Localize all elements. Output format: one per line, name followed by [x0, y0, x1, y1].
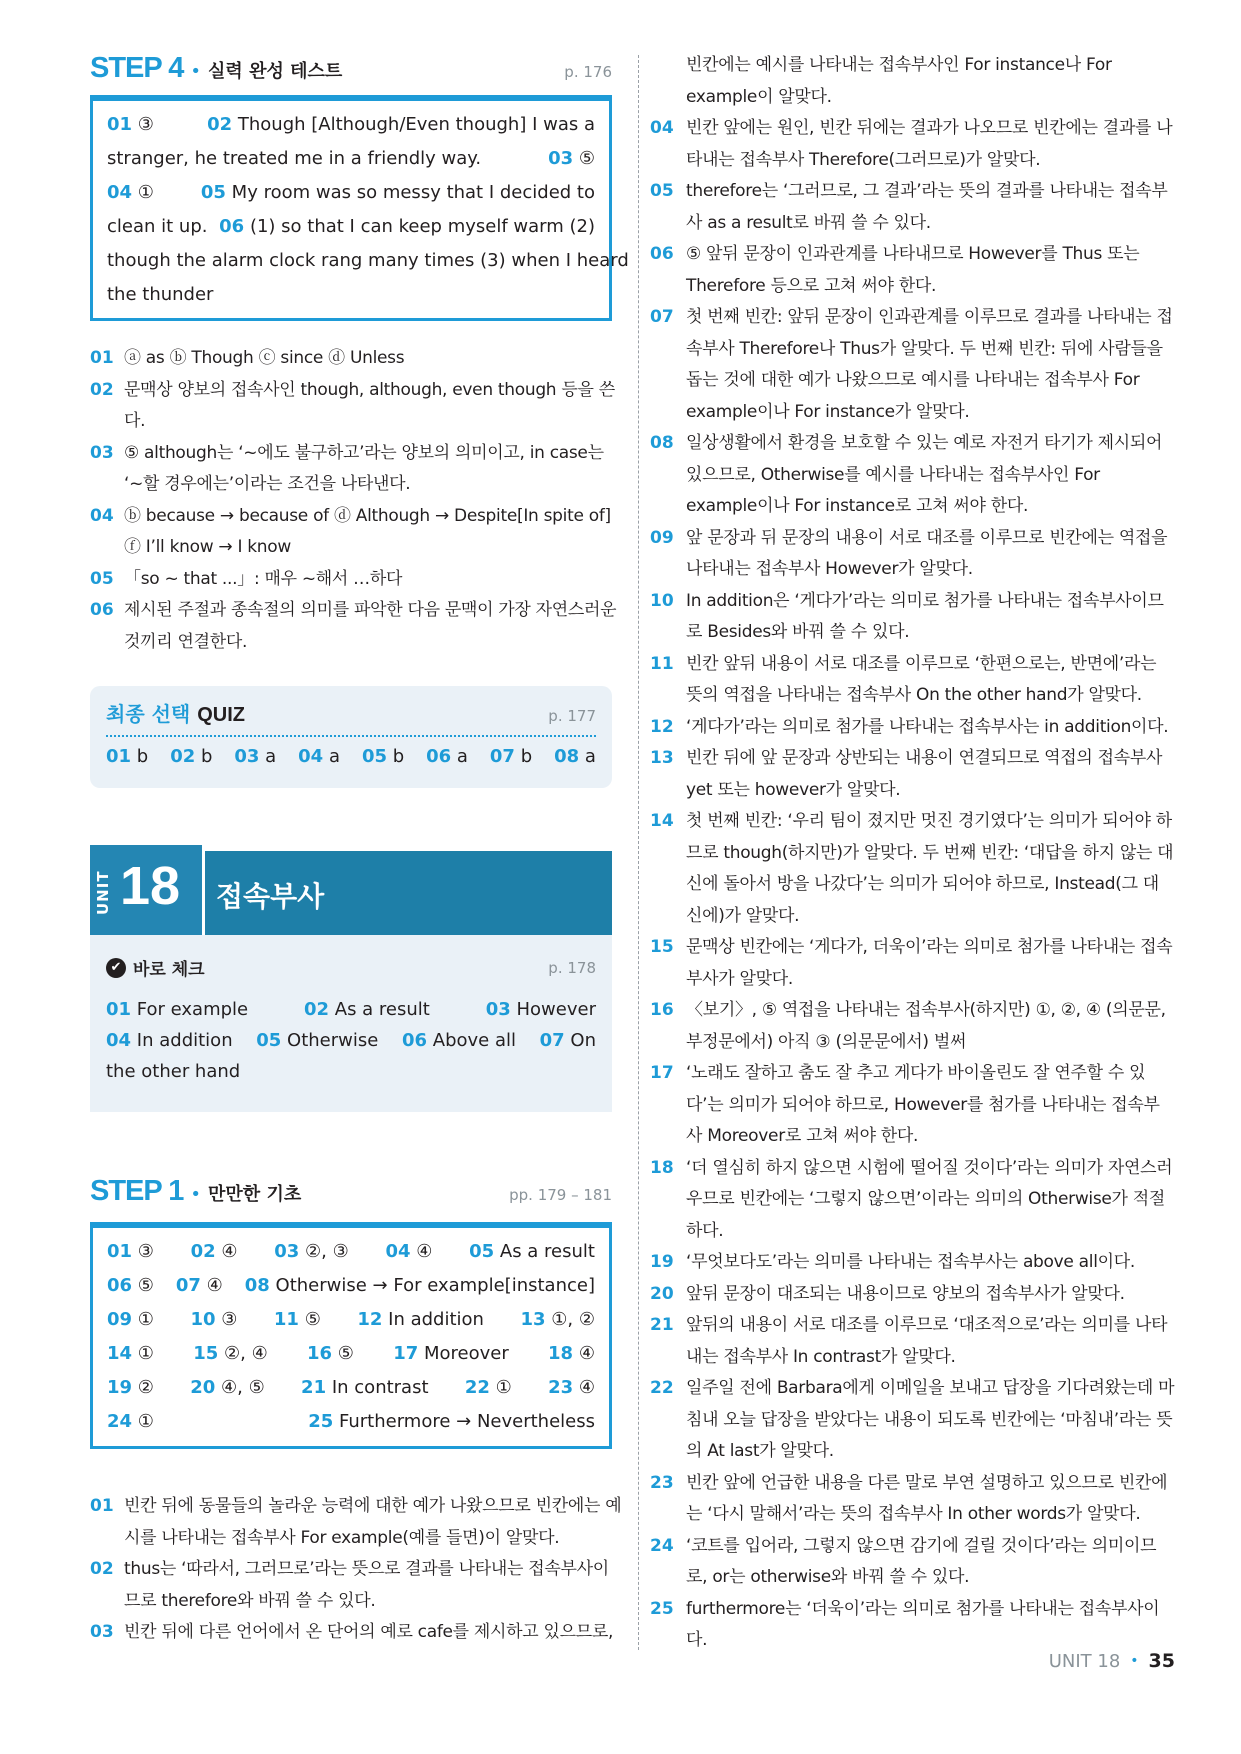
- explanation-text: ⑤ although는 ‘~에도 불구하고’라는 양보의 의미이고, in case는 ‘~할 경우에는’이라는 조건을 나타낸다.: [124, 442, 604, 494]
- quiz-answer-number: 06: [426, 746, 452, 767]
- answer-line: [107, 244, 629, 278]
- answer-item: [107, 142, 481, 176]
- answer-item: [274, 1235, 349, 1269]
- answer-text: clean it up.: [107, 216, 208, 237]
- answer-text: the thunder: [107, 284, 214, 305]
- explanation-text: 첫 번째 빈칸: 앞뒤 문장이 인과관계를 이루므로 결과를 나타내는 접속부사 Therefore나 Thus가 알맞다. 두 번째 빈칸: 뒤에 사람들을 돕는 것에 대한 예가 나왔으므로 예시를 나타내는 접속부사 For example이나 For instance가 알맞다.: [686, 307, 1173, 422]
- explanation-number: 25: [650, 1598, 674, 1619]
- quick-check-box: [90, 935, 612, 1112]
- answer-text: ④: [578, 1377, 595, 1398]
- answer-number: 15: [193, 1343, 219, 1364]
- explanation-text: 빈칸 뒤에 동물들의 놀라운 능력에 대한 예가 나왔으므로 빈칸에는 예시를 나타내는 접속부사 For example(예를 들면)이 알맞다.: [124, 1496, 622, 1548]
- answer-text: In contrast: [331, 1377, 429, 1398]
- quiz-answer-number: 08: [554, 746, 580, 767]
- explanation-number: 16: [650, 1000, 674, 1020]
- answer-text: My room was so messy that I decided to: [231, 182, 595, 203]
- quick-check-text: the other hand: [106, 1061, 241, 1082]
- explanation-number: 02: [90, 1559, 114, 1579]
- explanation-text: 앞뒤의 내용이 서로 대조를 이루므로 ‘대조적으로’라는 의미를 나타내는 접속부사 In contrast가 알맞다.: [686, 1315, 1168, 1367]
- answer-line: [107, 142, 595, 176]
- explanation-item: [650, 932, 1175, 995]
- step1-title: STEP 1: [90, 1175, 184, 1207]
- answer-item: [176, 1269, 223, 1303]
- explanation-number: 05: [650, 181, 674, 201]
- step4-header: [90, 52, 612, 85]
- answer-number: 20: [190, 1377, 216, 1398]
- answer-number: 06: [219, 216, 245, 237]
- answer-item: [307, 1337, 354, 1371]
- explanation-number: 09: [650, 527, 674, 548]
- footer-unit: UNIT 18: [1048, 1650, 1121, 1672]
- quick-check-line: [106, 993, 596, 1027]
- answer-item: [308, 1405, 595, 1439]
- explanation-number: 15: [650, 937, 674, 957]
- answer-number: 10: [190, 1309, 216, 1330]
- explanation-number: 18: [650, 1157, 674, 1178]
- answer-item: [385, 1235, 432, 1269]
- step4-answer-box: [90, 95, 629, 321]
- explanation-item: [90, 501, 622, 564]
- answer-item: [548, 1337, 595, 1371]
- explanation-item: [650, 1310, 1175, 1373]
- explanation-item: [650, 302, 1175, 428]
- quick-check-text: Otherwise: [287, 1030, 379, 1051]
- quiz-answer: [426, 746, 468, 767]
- quick-check-line: [106, 1024, 596, 1058]
- answer-number: 09: [107, 1309, 133, 1330]
- quick-check-text: On: [570, 1030, 596, 1051]
- quiz-answer-number: 02: [170, 746, 196, 767]
- answer-item: [357, 1303, 484, 1337]
- answer-item: [107, 210, 207, 244]
- answer-number: 07: [175, 1275, 201, 1296]
- answer-item: [219, 210, 595, 244]
- quiz-answer: [490, 746, 532, 767]
- answer-number: 13: [520, 1309, 546, 1330]
- explanation-number: 01: [90, 1496, 114, 1516]
- answer-number: 24: [107, 1411, 133, 1432]
- explanation-text: ‘게다가’라는 의미로 첨가를 나타내는 접속부사는 in addition이다.: [686, 716, 1169, 737]
- answer-number: 01: [107, 1241, 133, 1262]
- quiz-answer: [234, 746, 276, 767]
- explanation-text: 빈칸 뒤에 앞 문장과 상반되는 내용이 연결되므로 역접의 접속부사 yet 또는 however가 알맞다.: [686, 748, 1163, 800]
- quiz-answer-value: a: [456, 746, 468, 767]
- quick-check-item: [486, 993, 596, 1027]
- answer-line: [107, 1303, 595, 1337]
- answer-item: [301, 1371, 428, 1405]
- explanation-text: 일주일 전에 Barbara에게 이메일을 보내고 답장을 기다려왔는데 마침내 오늘 답장을 받았다는 내용이 되도록 빈칸에는 ‘마침내’라는 뜻의 At last가 알맞다.: [686, 1378, 1175, 1461]
- answer-number: 25: [308, 1411, 334, 1432]
- answer-item: [190, 1303, 237, 1337]
- quick-check-item: [106, 993, 248, 1027]
- answer-number: 01: [107, 114, 133, 135]
- explanation-number: 03: [90, 442, 114, 463]
- answer-line: [107, 1405, 595, 1439]
- page-footer: [1049, 1650, 1175, 1672]
- answer-line: [107, 278, 595, 312]
- quiz-answer-number: 04: [298, 746, 324, 767]
- explanation-item: [90, 343, 622, 375]
- answer-item: [193, 1337, 268, 1371]
- answer-text: ①: [137, 1411, 154, 1432]
- quick-check-number: 03: [485, 999, 511, 1020]
- explanation-item: [650, 1058, 1175, 1153]
- explanation-item: [650, 1468, 1175, 1531]
- quiz-answer: [554, 746, 596, 767]
- quiz-page-ref: p. 177: [548, 707, 596, 725]
- explanation-text: 빈칸 앞뒤 내용이 서로 대조를 이루므로 ‘한편으로는, 반면에’라는 뜻의 역접을 나타내는 접속부사 On the other hand가 알맞다.: [686, 653, 1157, 705]
- quiz-answer: [298, 746, 340, 767]
- explanation-text: 〈보기〉, ⑤ 역접을 나타내는 접속부사(하지만) ①, ②, ④ (의문문, 부정문에서) 아직 ③ (의문문에서) 벌써: [686, 1000, 1166, 1052]
- answer-text: ①: [137, 1343, 154, 1364]
- explanation-number: 12: [650, 716, 674, 737]
- answer-line: [107, 1269, 595, 1303]
- explanation-item: [650, 1153, 1175, 1248]
- unit-label: UNIT: [94, 870, 112, 915]
- answer-text: ①: [137, 182, 154, 203]
- answer-number: 08: [244, 1275, 270, 1296]
- quiz-answer-number: 05: [361, 746, 387, 767]
- answer-number: 14: [107, 1343, 133, 1364]
- answer-text: Furthermore → Nevertheless: [339, 1411, 595, 1432]
- answer-text: ①: [137, 1309, 154, 1330]
- step1-dot: •: [190, 1184, 202, 1205]
- explanation-item: [90, 595, 622, 658]
- quick-check-item: [304, 993, 430, 1027]
- step4-dot: •: [190, 61, 202, 82]
- explanation-text: 빈칸 앞에 언급한 내용을 다른 말로 부연 설명하고 있으므로 빈칸에는 ‘다시 말해서’라는 뜻의 접속부사 In other words가 알맞다.: [686, 1472, 1168, 1524]
- quiz-answer: [362, 746, 404, 767]
- quick-check-line: [106, 1055, 596, 1089]
- step1-subtitle: 만만한 기초: [208, 1184, 302, 1205]
- quick-check-title: 바로 체크: [133, 960, 205, 980]
- step4-explanations: [90, 343, 622, 658]
- answer-item: [201, 176, 595, 210]
- quick-check-text: However: [516, 999, 596, 1020]
- explanation-text: 빈칸에는 예시를 나타내는 접속부사인 For instance나 For example이 알맞다.: [686, 55, 1112, 107]
- answer-item: [191, 1235, 238, 1269]
- explanation-item: [650, 649, 1175, 712]
- step4-answer-lines: [107, 108, 629, 312]
- answer-item: [520, 1303, 595, 1337]
- answer-text: though the alarm clock rang many times (3) when I heard: [107, 250, 629, 271]
- quick-check-item: [106, 1055, 240, 1089]
- explanation-item: [650, 586, 1175, 649]
- quick-check-item: [256, 1024, 378, 1058]
- answer-text: ②: [137, 1377, 154, 1398]
- quiz-answer-value: b: [392, 746, 405, 767]
- explanation-item: [650, 1279, 1175, 1311]
- explanation-number: 04: [90, 505, 114, 526]
- answer-text: ⑤: [137, 1275, 154, 1296]
- answer-text: ④: [221, 1241, 238, 1262]
- answer-line: [107, 1235, 595, 1269]
- explanation-text: 앞뒤 문장이 대조되는 내용이므로 양보의 접속부사가 알맞다.: [686, 1283, 1125, 1304]
- explanation-number: 11: [650, 653, 674, 674]
- column-divider: [638, 55, 639, 1650]
- quiz-answer-value: a: [265, 746, 277, 767]
- explanation-text: ‘더 열심히 하지 않으면 시험에 떨어질 것이다’라는 의미가 자연스러우므로 빈칸에는 ‘그렇지 않으면’이라는 의미의 Otherwise가 적절하다.: [686, 1157, 1173, 1241]
- explanation-number: 06: [90, 600, 114, 620]
- explanation-number: 22: [650, 1378, 674, 1398]
- explanation-number: 02: [90, 379, 114, 400]
- step4-subtitle: 실력 완성 테스트: [208, 61, 343, 82]
- answer-number: 02: [190, 1241, 216, 1262]
- answer-text: ④: [416, 1241, 433, 1262]
- answer-number: 12: [357, 1309, 383, 1330]
- answer-number: 23: [548, 1377, 574, 1398]
- quick-check-number: 01: [106, 999, 132, 1020]
- explanation-number: 10: [650, 590, 674, 611]
- page-number: 35: [1148, 1650, 1175, 1672]
- answer-text: As a result: [499, 1241, 595, 1262]
- explanation-text: 「so ~ that ...」: 매우 ~해서 …하다: [124, 568, 403, 589]
- answer-text: ③: [137, 114, 154, 135]
- step4-title: STEP 4: [90, 52, 184, 84]
- answer-item: [274, 1303, 321, 1337]
- explanation-number: 14: [650, 811, 674, 831]
- explanation-text: 문맥상 빈칸에는 ‘게다가, 더욱이’라는 의미로 첨가를 나타내는 접속부사가 알맞다.: [686, 937, 1173, 989]
- explanation-text: 문맥상 양보의 접속사인 though, although, even though 등을 쓴다.: [124, 379, 615, 431]
- explanation-number: 08: [650, 433, 674, 453]
- quick-check-text: As a result: [334, 999, 430, 1020]
- explanation-number: 23: [650, 1472, 674, 1493]
- answer-number: 11: [273, 1309, 299, 1330]
- explanation-number: 07: [650, 307, 674, 327]
- explanation-number: 17: [650, 1063, 674, 1083]
- explanation-number: 05: [90, 568, 114, 589]
- answer-item: [548, 142, 595, 176]
- quick-check-page-ref: p. 178: [548, 958, 596, 977]
- explanation-item: [650, 239, 1175, 302]
- explanation-text: furthermore는 ‘더욱이’라는 의미로 첨가를 나타내는 접속부사이다.: [686, 1598, 1160, 1650]
- answer-number: 18: [548, 1343, 574, 1364]
- explanation-item: [90, 1491, 622, 1554]
- quick-check-text: For example: [136, 999, 249, 1020]
- answer-number: 04: [385, 1241, 411, 1262]
- quiz-title: [106, 698, 245, 727]
- explanation-number: 13: [650, 748, 674, 768]
- answer-number: 17: [393, 1343, 419, 1364]
- unit-tab: [90, 845, 205, 935]
- answer-text: ④, ⑤: [221, 1377, 265, 1398]
- answer-item: [107, 108, 154, 142]
- answer-number: 06: [107, 1275, 133, 1296]
- answer-item: [107, 176, 154, 210]
- step1-answer-lines: [107, 1235, 595, 1439]
- explanation-item: [650, 1247, 1175, 1279]
- answer-text: ③: [137, 1241, 154, 1262]
- answer-number: 05: [200, 182, 226, 203]
- step1-explanations-left: [90, 1491, 622, 1649]
- explanation-item: [90, 375, 622, 438]
- answer-item: [393, 1337, 509, 1371]
- quiz-answer-value: b: [520, 746, 533, 767]
- answer-number: 03: [548, 148, 574, 169]
- explanation-item: [650, 743, 1175, 806]
- explanation-item: [90, 438, 622, 501]
- answer-line: [107, 108, 595, 142]
- answer-text: ①, ②: [551, 1309, 595, 1330]
- explanation-item: [90, 1554, 622, 1617]
- answer-item: [107, 1405, 154, 1439]
- explanation-text: 빈칸 뒤에 다른 언어에서 온 단어의 예로 cafe를 제시하고 있으므로,: [124, 1622, 614, 1642]
- explanation-item: [90, 564, 622, 596]
- answer-text: ④: [206, 1275, 223, 1296]
- quiz-answer-number: 03: [234, 746, 260, 767]
- quick-check-text: In addition: [136, 1030, 233, 1051]
- answer-text: ⑤: [578, 148, 595, 169]
- explanation-number: 01: [90, 348, 114, 368]
- explanation-number: 24: [650, 1535, 674, 1556]
- answer-number: 02: [207, 114, 233, 135]
- answer-item: [107, 1269, 154, 1303]
- step1-page-ref: pp. 179 – 181: [509, 1186, 612, 1204]
- quick-check-item: [540, 1024, 596, 1058]
- answer-item: [107, 244, 629, 278]
- answer-item: [107, 1235, 154, 1269]
- unit-title: 접속부사: [216, 880, 325, 913]
- explanation-number: 19: [650, 1252, 674, 1272]
- answer-text: ④: [578, 1343, 595, 1364]
- answer-item: [465, 1371, 512, 1405]
- answer-text: Though [Although/Even though] I was a: [237, 114, 595, 135]
- explanation-number: 21: [650, 1315, 674, 1335]
- explanation-item: [650, 523, 1175, 586]
- quiz-answer-value: a: [328, 746, 340, 767]
- answer-text: Moreover: [423, 1343, 509, 1364]
- explanation-text: In addition은 ‘게다가’라는 의미로 첨가를 나타내는 접속부사이므로 Besides와 바꿔 쓸 수 있다.: [686, 590, 1164, 642]
- final-quiz-box: [90, 686, 612, 788]
- explanation-text: ‘무엇보다도’라는 의미를 나타내는 접속부사는 above all이다.: [686, 1252, 1135, 1272]
- answer-number: 19: [107, 1377, 133, 1398]
- explanation-item: [650, 1373, 1175, 1468]
- explanation-text: 제시된 주절과 종속절의 의미를 파악한 다음 문맥이 가장 자연스러운 것끼리 연결한다.: [124, 600, 617, 652]
- quick-check-item: [402, 1024, 516, 1058]
- quick-check-number: 05: [256, 1030, 282, 1051]
- answer-number: 04: [107, 182, 133, 203]
- step4-page-ref: p. 176: [564, 63, 612, 81]
- answer-item: [107, 1337, 154, 1371]
- answer-text: ②, ④: [224, 1343, 268, 1364]
- quick-check-number: 02: [303, 999, 330, 1020]
- explanation-item: [650, 806, 1175, 932]
- explanation-item: [650, 176, 1175, 239]
- answer-item: [190, 1371, 265, 1405]
- quick-check-number: 04: [106, 1030, 132, 1051]
- quiz-answer-value: b: [136, 746, 149, 767]
- explanation-item: [650, 995, 1175, 1058]
- explanation-item: [650, 1531, 1175, 1594]
- explanation-text: ‘코트를 입어라, 그렇지 않으면 감기에 걸릴 것이다’라는 의미이므로, or는 otherwise와 바꿔 쓸 수 있다.: [686, 1535, 1157, 1587]
- quick-check-text: Above all: [432, 1030, 516, 1051]
- step1-answer-box: [90, 1222, 612, 1449]
- step1-explanations-right: [650, 50, 1175, 1657]
- explanation-number: 06: [650, 244, 674, 264]
- answer-item: [107, 278, 213, 312]
- explanation-text: thus는 ‘따라서, 그러므로’라는 뜻으로 결과를 나타내는 접속부사이므로 therefore와 바꿔 쓸 수 있다.: [124, 1559, 609, 1611]
- quiz-answer-number: 01: [106, 746, 132, 767]
- quick-check-number: 07: [539, 1030, 565, 1051]
- unit-number: 18: [120, 856, 181, 916]
- explanation-item: [90, 1617, 622, 1649]
- quiz-title-en: QUIZ: [197, 704, 245, 726]
- explanation-text: ⓐ as ⓑ Though ⓒ since ⓓ Unless: [124, 348, 405, 368]
- explanation-text: therefore는 ‘그러므로, 그 결과’라는 뜻의 결과를 나타내는 접속부사 as a result로 바꿔 쓸 수 있다.: [686, 181, 1168, 233]
- answer-text: ⑤: [337, 1343, 354, 1364]
- explanation-text: ⓑ because → because of ⓓ Although → Despite[In spite of] ⓕ I’ll know → I know: [124, 505, 611, 557]
- answer-number: 03: [274, 1241, 300, 1262]
- answer-line: [107, 1371, 595, 1405]
- explanation-text: 앞 문장과 뒤 문장의 내용이 서로 대조를 이루므로 빈칸에는 역접을 나타내는 접속부사 However가 알맞다.: [686, 527, 1168, 579]
- explanation-text: ⑤ 앞뒤 문장이 인과관계를 나타내므로 However를 Thus 또는 Therefore 등으로 고쳐 써야 한다.: [686, 244, 1140, 296]
- quiz-answer: [106, 746, 148, 767]
- answer-number: 22: [464, 1377, 490, 1398]
- unit-banner: [90, 851, 612, 935]
- answer-text: (1) so that I can keep myself warm (2): [249, 216, 595, 237]
- quiz-header: [106, 698, 596, 737]
- quick-check-header: [106, 955, 596, 980]
- explanation-number: 03: [90, 1622, 114, 1642]
- explanation-item: [650, 50, 1175, 113]
- explanation-item: [650, 428, 1175, 523]
- answer-item: [107, 1371, 154, 1405]
- answer-item: [548, 1371, 595, 1405]
- explanation-text: ‘노래도 잘하고 춤도 잘 추고 게다가 바이올린도 잘 연주할 수 있다’는 의미가 되어야 하므로, However를 첨가를 나타내는 접속부사 Moreover로 고쳐 써야 한다.: [686, 1063, 1160, 1146]
- answer-line: [107, 176, 595, 210]
- quiz-title-ko: 최종 선택: [106, 702, 191, 726]
- answer-text: Otherwise → For example[instance]: [275, 1275, 595, 1296]
- answer-item: [245, 1269, 595, 1303]
- quick-check-number: 06: [401, 1030, 428, 1051]
- explanation-number: 04: [650, 118, 674, 138]
- answer-item: [107, 1303, 154, 1337]
- checkmark-icon: ✔: [106, 958, 126, 978]
- quick-check-item: [106, 1024, 233, 1058]
- quiz-answer: [170, 746, 212, 767]
- answer-line: [107, 1337, 595, 1371]
- quiz-answers: [106, 746, 596, 767]
- answer-item: [469, 1235, 595, 1269]
- answer-number: 21: [301, 1377, 327, 1398]
- explanation-number: 20: [650, 1283, 674, 1304]
- answer-text: ②, ③: [305, 1241, 349, 1262]
- quiz-answer-value: b: [200, 746, 213, 767]
- answer-text: ⑤: [304, 1309, 321, 1330]
- answer-text: ③: [221, 1309, 238, 1330]
- footer-dot: •: [1130, 1653, 1139, 1669]
- explanation-item: [650, 113, 1175, 176]
- quiz-answer-value: a: [584, 746, 596, 767]
- answer-text: In addition: [388, 1309, 484, 1330]
- answer-item: [207, 108, 595, 142]
- explanation-text: 빈칸 앞에는 원인, 빈칸 뒤에는 결과가 나오므로 빈칸에는 결과를 나타내는 접속부사 Therefore(그러므로)가 알맞다.: [686, 118, 1173, 170]
- answer-line: [107, 210, 595, 244]
- explanation-item: [650, 712, 1175, 744]
- step1-header: [90, 1175, 612, 1208]
- explanation-number: [650, 50, 686, 113]
- quiz-answer-number: 07: [489, 746, 515, 767]
- explanation-item: [650, 1594, 1175, 1657]
- answer-number: 16: [306, 1343, 333, 1364]
- explanation-text: 일상생활에서 환경을 보호할 수 있는 예로 자전거 타기가 제시되어 있으므로, Otherwise를 예시를 나타내는 접속부사인 For example이나 For instance로 고쳐 써야 한다.: [686, 433, 1163, 516]
- answer-text: stranger, he treated me in a friendly way.: [107, 148, 482, 169]
- explanation-text: 첫 번째 빈칸: ‘우리 팀이 졌지만 멋진 경기였다’는 의미가 되어야 하므로 though(하지만)가 알맞다. 두 번째 빈칸: ‘대답을 하지 않는 대신에 돌아서 방을 나갔다’는 의미가 되어야 하므로, Instead(그 대신에)가 알맞다.: [686, 811, 1174, 926]
- answer-number: 05: [469, 1241, 495, 1262]
- answer-text: ①: [495, 1377, 512, 1398]
